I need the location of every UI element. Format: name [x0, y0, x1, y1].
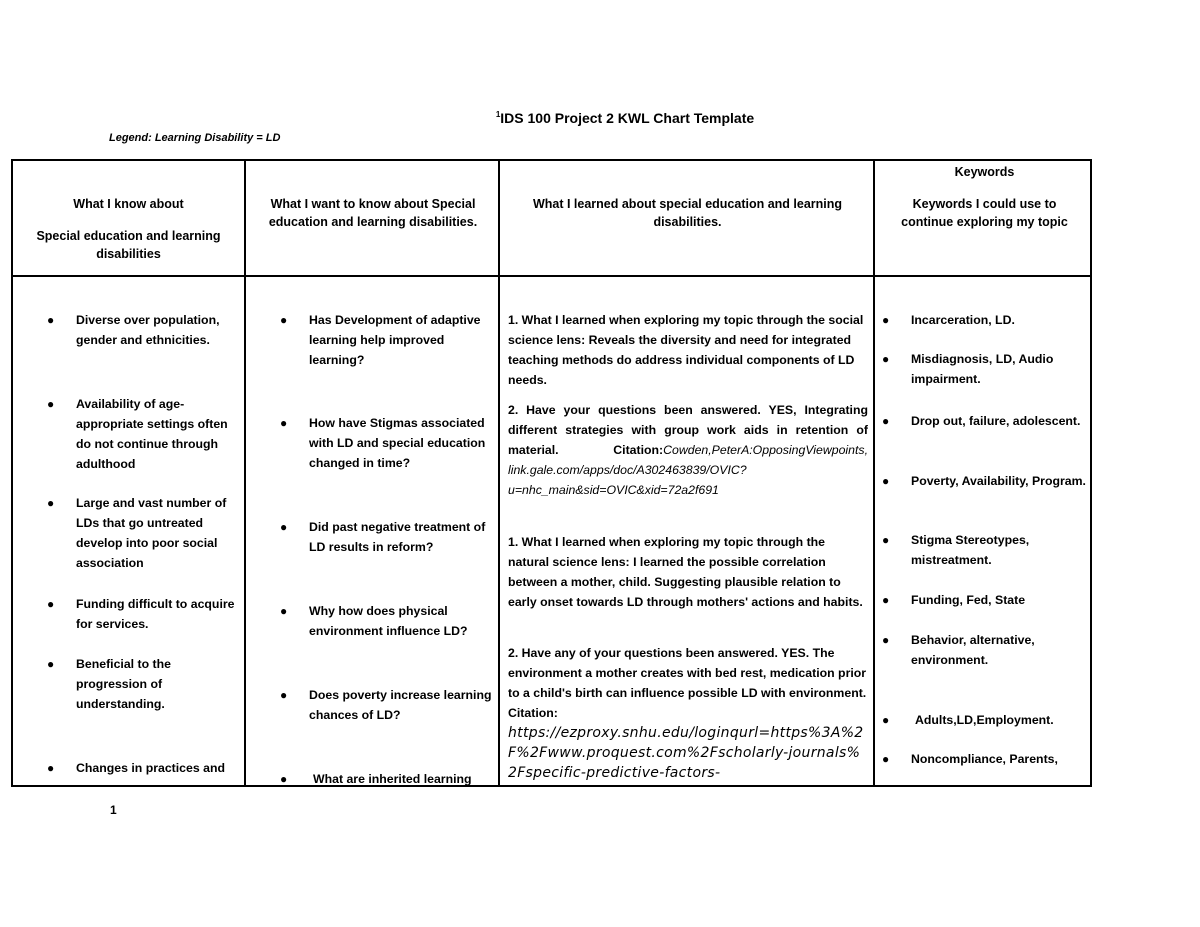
want-item: ● Does poverty increase learning chances of LD? — [309, 685, 499, 725]
citation-gale: Cowden,PeterA:OpposingViewpoints, link.gale.com/apps/doc/A302463839/OVIC?u=nhc_main&sid=OVIC&xid=72a2f691 — [508, 443, 868, 497]
learned-social-answer — [508, 400, 868, 500]
kwl-chart-table — [11, 159, 1092, 787]
want-item: ● Did past negative treatment of LD results in reform? — [309, 517, 499, 557]
bullet-icon: ● — [280, 688, 288, 702]
bullet-icon: ● — [47, 657, 55, 671]
keyword-item: ● Funding, Fed, State — [911, 590, 1091, 610]
want-item: ● What are inherited learning — [313, 769, 503, 787]
bullet-icon: ● — [280, 604, 288, 618]
citation-proquest-link[interactable]: https://ezproxy.snhu.edu/loginqurl=https%3A%2F%2Fwww.proquest.com%2Fscholarly-journals%2Fspecific-predictive-factors- — [508, 725, 864, 781]
bullet-icon: ● — [47, 597, 55, 611]
bullet-icon: ● — [882, 313, 890, 327]
bullet-icon: ● — [882, 414, 890, 428]
bullet-icon: ● — [280, 313, 288, 327]
keyword-item: ● Incarceration, LD. — [911, 310, 1091, 330]
bullet-icon: ● — [47, 496, 55, 510]
know-item: ● Diverse over population, gender and ethnicities. — [76, 310, 241, 350]
know-item: ● Changes in practices and — [76, 758, 241, 778]
bullet-icon: ● — [280, 416, 288, 430]
learned-natural-answer — [508, 643, 868, 783]
keyword-item: ● Adults,LD,Employment. — [915, 710, 1092, 730]
keyword-item: ● Behavior, alternative, environment. — [911, 630, 1091, 670]
header-keywords-sub: Keywords I could use to continue exploring my topic — [901, 197, 1068, 229]
header-want-text: What I want to know about Special education and learning disabilities. — [268, 197, 478, 229]
keyword-item: ● Misdiagnosis, LD, Audio impairment. — [911, 349, 1091, 389]
want-item: ● Has Development of adaptive learning help improved learning? — [309, 310, 499, 370]
header-keywords-title: Keywords — [954, 165, 1015, 179]
keyword-item: ● Stigma Stereotypes, mistreatment. — [911, 530, 1091, 570]
column-know — [13, 161, 244, 785]
bullet-icon: ● — [47, 397, 55, 411]
column-want — [244, 161, 500, 785]
column-learned — [498, 161, 875, 785]
bullet-icon: ● — [882, 352, 890, 366]
header-know-line2: Special education and learning disabilities — [36, 229, 221, 261]
bullet-icon: ● — [882, 713, 890, 727]
learned-natural-answer-text: 2. Have any of your questions been answered. YES. The environment a mother creates with bed rest, medication prior to a child's birth can influence possible LD with environment. Citation: — [508, 646, 867, 720]
keyword-item: ● Drop out, failure, adolescent. — [911, 411, 1091, 431]
keyword-item: ● Noncompliance, Parents, — [911, 749, 1091, 769]
know-item: ● Funding difficult to acquire for services. — [76, 594, 241, 634]
legend: Legend: Learning Disability = LD — [109, 132, 281, 144]
bullet-icon: ● — [280, 772, 288, 786]
bullet-icon: ● — [280, 520, 288, 534]
know-item: ● Large and vast number of LDs that go untreated develop into poor social association — [76, 493, 241, 573]
header-know-line1: What I know about — [73, 197, 184, 211]
bullet-icon: ● — [882, 633, 890, 647]
bullet-icon: ● — [882, 752, 890, 766]
know-item: ● Beneficial to the progression of understanding. — [76, 654, 241, 714]
bullet-icon: ● — [47, 313, 55, 327]
bullet-icon: ● — [47, 761, 55, 775]
learned-natural-science: 1. What I learned when exploring my topic through the natural science lens: I learned the possible correlation between a mother, child. Suggesting plausible relation to early onset towards LD through mothers' actions and habits. — [508, 535, 863, 609]
header-know — [13, 161, 244, 275]
bullet-icon: ● — [882, 533, 890, 547]
header-want — [246, 161, 500, 275]
learned-social-answer-text: 2. Have your questions been answered. YES, Integrating different strategies with group work aids in retention of material. Citation: — [508, 403, 868, 457]
know-item: ● Availability of age-appropriate settings often do not continue through adulthood — [76, 394, 241, 474]
page-number: 1 — [110, 803, 117, 817]
bullet-icon: ● — [882, 593, 890, 607]
title-text: IDS 100 Project 2 KWL Chart Template — [500, 110, 755, 126]
want-item: ● How have Stigmas associated with LD and special education changed in time? — [309, 413, 499, 473]
learned-social-science: 1. What I learned when exploring my topic through the social science lens: Reveals the diversity and need for integrated teaching methods do address individual components of LD needs. — [508, 313, 864, 387]
document-title — [0, 110, 1200, 126]
bullet-icon: ● — [882, 474, 890, 488]
want-item: ● Why how does physical environment influence LD? — [309, 601, 499, 641]
header-learned-text: What I learned about special education and learning disabilities. — [532, 197, 843, 229]
header-learned — [500, 161, 875, 275]
title-footnote-mark: 1 — [495, 110, 501, 119]
keyword-item: ● Poverty, Availability, Program. — [911, 471, 1091, 491]
header-keywords — [875, 161, 1092, 275]
column-keywords — [873, 161, 1092, 785]
